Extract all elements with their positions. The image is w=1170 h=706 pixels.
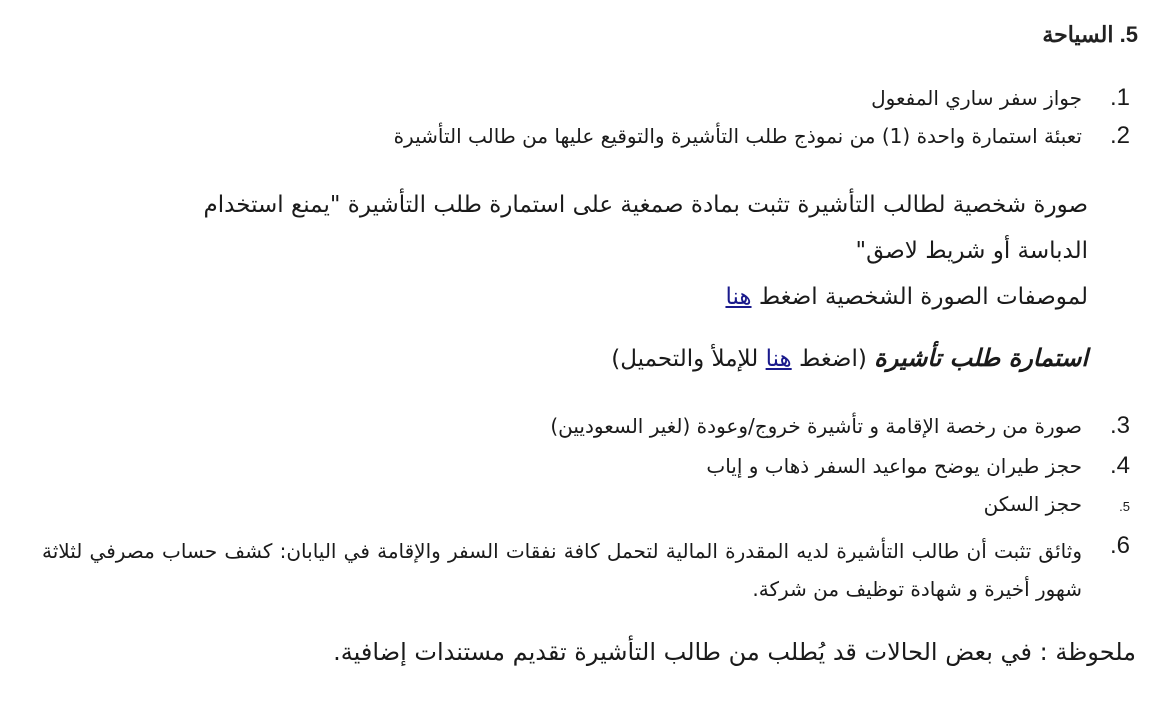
visa-form-open: (اضغط — [791, 346, 875, 372]
list-item — [550, 412, 1130, 440]
section-title: السياحة — [1042, 22, 1114, 47]
list-item-number: 1. — [1109, 84, 1130, 111]
section-number: 5. — [1119, 22, 1138, 47]
section-heading — [1042, 22, 1138, 48]
list-item-number: 4. — [1109, 452, 1130, 479]
list-item — [706, 452, 1130, 480]
list-item-text: صورة من رخصة الإقامة و تأشيرة خروج/وعودة (لغير السعوديين) — [550, 414, 1082, 438]
photo-instructions — [48, 182, 1088, 320]
list-item — [871, 84, 1130, 112]
list-item — [984, 492, 1130, 516]
visa-form-line — [611, 344, 1088, 372]
photo-line-1: صورة شخصية لطالب التأشيرة تثبت بمادة صمغية على استمارة طلب التأشيرة "يمنع استخدام — [203, 192, 1088, 218]
list-item-number: 3. — [1109, 412, 1130, 439]
photo-line-2: الدباسة أو شريط لاصق" — [855, 238, 1088, 264]
list-item-number: 2. — [1109, 122, 1130, 149]
additional-documents-note: ملحوظة : في بعض الحالات قد يُطلب من طالب التأشيرة تقديم مستندات إضافية. — [333, 638, 1136, 666]
list-item-number: 6. — [1109, 532, 1130, 559]
list-item-text: تعبئة استمارة واحدة (1) من نموذج طلب التأشيرة والتوقيع عليها من طالب التأشيرة — [393, 124, 1082, 148]
list-item-text: حجز السكن — [983, 492, 1082, 516]
visa-form-link[interactable]: هنا — [765, 346, 792, 372]
list-item-number: 5. — [1119, 499, 1130, 514]
list-item-text: حجز طيران يوضح مواعيد السفر ذهاب و إياب — [706, 454, 1082, 478]
photo-spec-text: لموصفات الصورة الشخصية اضغط — [751, 284, 1088, 310]
list-item — [40, 532, 1130, 608]
photo-spec-link[interactable]: هنا — [725, 284, 752, 310]
list-item-text: وثائق تثبت أن طالب التأشيرة لديه المقدرة المالية لتحمل كافة نفقات السفر والإقامة في اليابان: كشف حساب مصرفي لثلاثة شهور أخيرة و شهادة توظيف من شركة. — [42, 539, 1082, 601]
photo-spec-line — [48, 274, 1088, 320]
list-item — [394, 122, 1130, 150]
visa-form-close: للإملأ والتحميل) — [611, 346, 766, 372]
list-item-text: جواز سفر ساري المفعول — [871, 86, 1082, 110]
visa-form-title: استمارة طلب تأشيرة — [874, 344, 1088, 372]
